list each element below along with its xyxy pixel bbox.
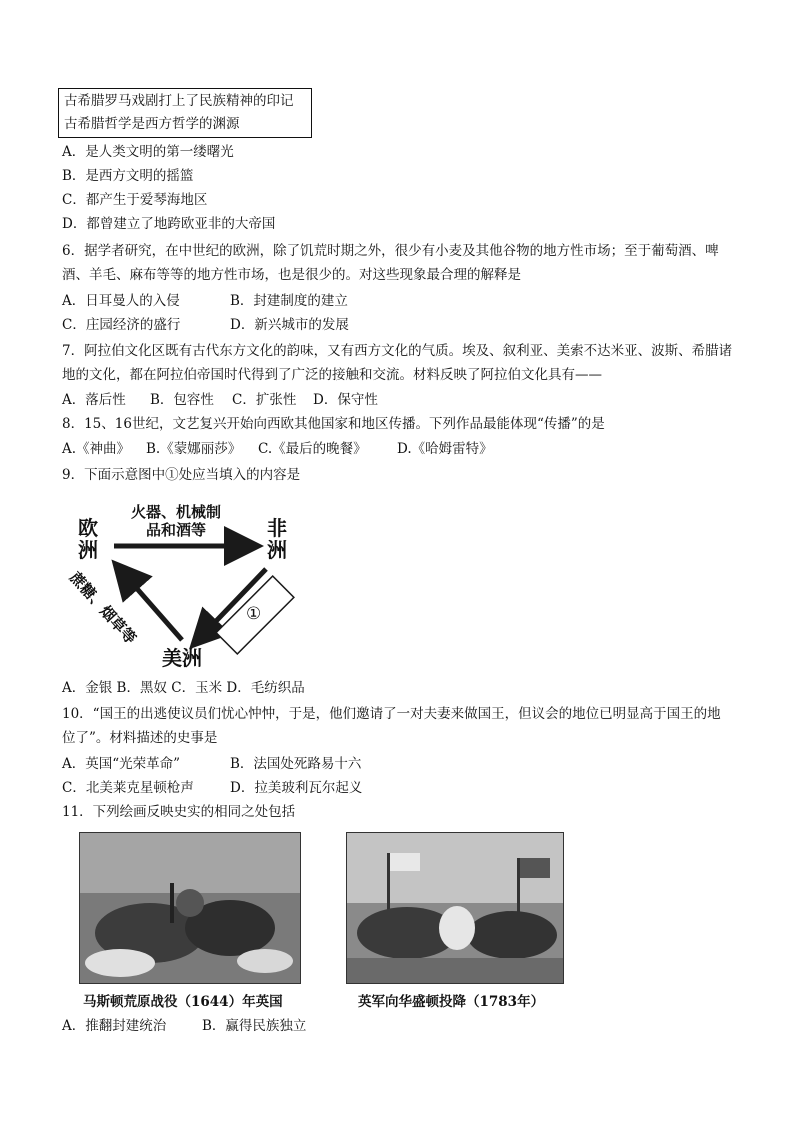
- q6-option-d: D．新兴城市的发展: [230, 317, 349, 333]
- top-edge-label: 火器、机械制品和酒等: [130, 503, 221, 539]
- q8-option-b: B.《蒙娜丽莎》: [146, 441, 242, 457]
- material-box: [58, 88, 312, 138]
- painting-surrender: [346, 832, 564, 984]
- q6-option-a: A．日耳曼人的入侵: [62, 293, 180, 309]
- q8-option-c: C.《最后的晚餐》: [258, 441, 367, 457]
- painting-marston-moor: [79, 832, 301, 984]
- q6-option-c: C．庄园经济的盛行: [62, 317, 181, 333]
- material-line-1: 古希腊罗马戏剧打上了民族精神的印记: [64, 93, 294, 109]
- q5-option-d: D．都曾建立了地跨欧亚非的大帝国: [62, 216, 276, 232]
- q8-stem: 8．15、16世纪，文艺复兴开始向西欧其他国家和地区传播。下列作品最能体现“传播”的是: [62, 416, 605, 432]
- surrender-scene-image: [347, 833, 563, 983]
- q8-option-d: D.《哈姆雷特》: [397, 441, 493, 457]
- africa-label: 非洲: [267, 516, 287, 562]
- q5-option-c: C．都产生于爱琴海地区: [62, 192, 208, 208]
- q7-option-d: D．保守性: [313, 392, 378, 408]
- q11-stem: 11．下列绘画反映史实的相同之处包括: [62, 804, 296, 820]
- q7-option-b: B．包容性: [150, 392, 214, 408]
- q10-option-a: A．英国“光荣革命”: [62, 756, 181, 772]
- q10-option-d: D．拉美玻利瓦尔起义: [230, 780, 363, 796]
- q7-option-a: A．落后性: [62, 392, 126, 408]
- q7-stem: 7．阿拉伯文化区既有古代东方文化的韵味，又有西方文化的气质。埃及、叙利亚、美索不达米亚、波斯、希腊诸地的文化，都在阿拉伯帝国时代得到了广泛的接触和交流。材料反映了阿拉伯文化具有——: [62, 343, 733, 383]
- caption-surrender: 英军向华盛顿投降（1783年）: [358, 994, 545, 1010]
- q10-stem: 10．“国王的出逃使议员们忧心忡忡，于是，他们邀请了一对夫妻来做国王，但议会的地位已明显高于国王的地位了”。材料描述的史事是: [62, 706, 721, 746]
- q9-options: A．金银 B．黑奴 C．玉米 D．毛纺织品: [62, 680, 305, 696]
- q9-stem: 9．下面示意图中①处应当填入的内容是: [62, 467, 301, 483]
- q6-stem: 6．据学者研究，在中世纪的欧洲，除了饥荒时期之外，很少有小麦及其他谷物的地方性市场；至于葡萄酒、啤酒、羊毛、麻布等等的地方性市场，也是很少的。对这些现象最合理的解释是: [62, 243, 719, 283]
- q8-option-a: A.《神曲》: [62, 441, 131, 457]
- caption-marston-moor: 马斯顿荒原战役（1644）年英国: [83, 994, 283, 1010]
- q10-option-b: B．法国处死路易十六: [230, 756, 362, 772]
- blank-label: ①: [246, 604, 262, 624]
- europe-label: 欧洲: [78, 516, 98, 562]
- q7-option-c: C．扩张性: [232, 392, 297, 408]
- left-edge-label: 蔗糖、烟草等: [66, 568, 140, 648]
- q5-option-b: B．是西方文明的摇篮: [62, 168, 194, 184]
- q11-option-a: A．推翻封建统治: [62, 1018, 167, 1034]
- q6-option-b: B．封建制度的建立: [230, 293, 348, 309]
- material-line-2: 古希腊哲学是西方哲学的渊源: [64, 116, 240, 132]
- america-label: 美洲: [162, 646, 202, 670]
- triangle-trade-diagram: [62, 495, 322, 675]
- q10-option-c: C．北美莱克星顿枪声: [62, 780, 194, 796]
- battle-scene-image: [80, 833, 300, 983]
- q5-option-a: A．是人类文明的第一缕曙光: [62, 144, 234, 160]
- q11-option-b: B．赢得民族独立: [202, 1018, 307, 1034]
